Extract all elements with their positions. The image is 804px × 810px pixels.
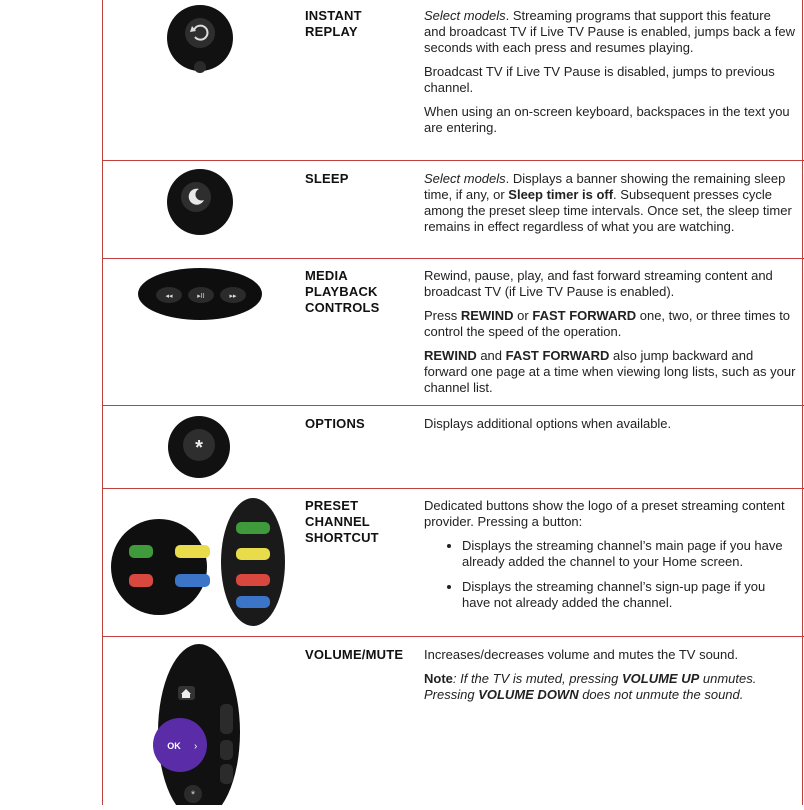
function-name-line: CHANNEL xyxy=(305,514,370,529)
note-text: does not unmute the sound. xyxy=(578,687,744,702)
chevron-right-icon: › xyxy=(194,741,198,752)
description-text: Press xyxy=(424,308,461,323)
preset-channel-remote-illustration xyxy=(102,488,300,636)
yellow-shortcut-button xyxy=(175,545,210,558)
description-paragraph xyxy=(424,8,796,56)
function-name xyxy=(305,647,420,663)
fast-forward-label: FAST FORWARD xyxy=(505,348,610,363)
rewind-label: REWIND xyxy=(424,348,477,363)
function-name-line: PRESET xyxy=(305,498,359,513)
function-name xyxy=(305,171,417,187)
function-name xyxy=(305,268,417,316)
asterisk-icon: * xyxy=(190,789,196,801)
function-description xyxy=(424,171,796,243)
function-name-line: INSTANT xyxy=(305,8,362,23)
description-paragraph: Dedicated buttons show the logo of a preset streaming content provider. Pressing a button: xyxy=(424,498,785,529)
options-remote-illustration xyxy=(102,405,300,488)
fast-forward-icon: ▸▸ xyxy=(229,293,237,300)
volume-mute-buttons-image xyxy=(102,636,300,805)
function-name xyxy=(305,8,417,40)
function-description xyxy=(424,268,796,404)
note-text: unmutes. Pressing xyxy=(424,671,757,702)
preset-channel-buttons-image xyxy=(102,488,300,636)
description-paragraph: Rewind, pause, play, and fast forward streaming content and broadcast TV (if Live TV Pause is enabled). xyxy=(424,268,773,299)
description-text: or xyxy=(513,308,533,323)
function-name-line: SHORTCUT xyxy=(305,530,379,545)
blue-shortcut-button xyxy=(236,596,270,608)
description-text: . Streaming programs that support this feature and broadcast TV if Live TV Pause is enabled, jumps back a few seconds with each press and resumes playing. xyxy=(424,8,795,55)
select-models-note: Select models xyxy=(424,171,506,186)
function-name-line: CONTROLS xyxy=(305,300,380,315)
function-name-line: SLEEP xyxy=(305,171,349,186)
description-paragraph: Broadcast TV if Live TV Pause is disabled, jumps to previous channel. xyxy=(424,64,775,95)
fast-forward-label: FAST FORWARD xyxy=(532,308,637,323)
red-shortcut-button xyxy=(236,574,270,586)
note-text: : If the TV is muted, pressing xyxy=(452,671,622,686)
description-paragraph: Displays additional options when available. xyxy=(424,416,672,431)
media-playback-buttons-image xyxy=(102,258,300,405)
options-button-image xyxy=(102,405,300,488)
mute-button xyxy=(220,740,233,760)
function-description xyxy=(424,416,796,440)
function-name-line: OPTIONS xyxy=(305,416,365,431)
description-text: . Displays a banner showing the remaining sleep time, if any, or xyxy=(424,171,786,202)
description-paragraph xyxy=(424,348,796,396)
instant-replay-button-image xyxy=(102,0,300,160)
blue-shortcut-button xyxy=(175,574,210,587)
description-paragraph xyxy=(424,308,796,340)
function-name-line: MEDIA xyxy=(305,268,348,283)
function-description xyxy=(424,498,796,620)
table-row-options xyxy=(102,405,804,489)
description-text: one, two, or three times to control the speed of the operation. xyxy=(424,308,791,339)
function-name-line: REPLAY xyxy=(305,24,358,39)
green-shortcut-button xyxy=(129,545,153,558)
sleep-remote-illustration xyxy=(102,160,300,258)
yellow-shortcut-button xyxy=(236,548,270,560)
sleep-button-image xyxy=(102,160,300,258)
list-item: • Displays the streaming channel’s sign-up page if you have not already added the channel. xyxy=(462,579,796,611)
function-name xyxy=(305,498,417,546)
note-label: Note xyxy=(424,671,453,686)
rewind-label: REWIND xyxy=(460,308,514,323)
volume-up-label: VOLUME UP xyxy=(621,671,700,686)
rewind-icon: ◂◂ xyxy=(165,293,173,300)
red-shortcut-button xyxy=(129,574,153,587)
description-paragraph xyxy=(424,171,796,235)
function-name-line: PLAYBACK xyxy=(305,284,378,299)
play-pause-icon: ▸II xyxy=(197,293,205,300)
function-name xyxy=(305,416,417,432)
list-item: • Displays the streaming channel’s main page if you have already added the channel to your Home screen. xyxy=(462,538,796,570)
description-text: and xyxy=(476,348,506,363)
green-shortcut-button xyxy=(236,522,270,534)
volume-remote-illustration xyxy=(102,636,300,805)
description-paragraph: When using an on-screen keyboard, backspaces in the text you are entering. xyxy=(424,104,790,135)
table-row-media-playback xyxy=(102,258,804,406)
function-name-line: VOLUME/MUTE xyxy=(305,647,404,662)
description-text: also jump backward and forward one page at a time when viewing long lists, such as your channel list. xyxy=(424,348,796,395)
function-description xyxy=(424,8,796,144)
sleep-timer-off-label: Sleep timer is off xyxy=(508,187,614,202)
volume-down-button xyxy=(220,764,233,784)
table-row-preset-channel xyxy=(102,488,804,637)
table-row-volume-mute xyxy=(102,636,804,805)
volume-down-label: VOLUME DOWN xyxy=(478,687,579,702)
table-row-sleep xyxy=(102,160,804,259)
bullet-list xyxy=(424,538,796,611)
function-description xyxy=(424,647,796,711)
volume-up-button xyxy=(220,704,233,734)
asterisk-icon: * xyxy=(195,437,203,459)
note-paragraph xyxy=(424,671,796,703)
media-playback-remote-illustration xyxy=(102,258,300,405)
description-paragraph: Increases/decreases volume and mutes the TV sound. xyxy=(424,647,739,662)
description-text: . Subsequent presses cycle among the preset sleep time intervals. Once set, the sleep timer remains in effect regardless of what you are watching. xyxy=(424,187,792,234)
select-models-note: Select models xyxy=(424,8,506,23)
ok-button-label: OK xyxy=(167,741,181,751)
table-row-instant-replay xyxy=(102,0,804,161)
instant-replay-remote-illustration xyxy=(102,0,300,160)
